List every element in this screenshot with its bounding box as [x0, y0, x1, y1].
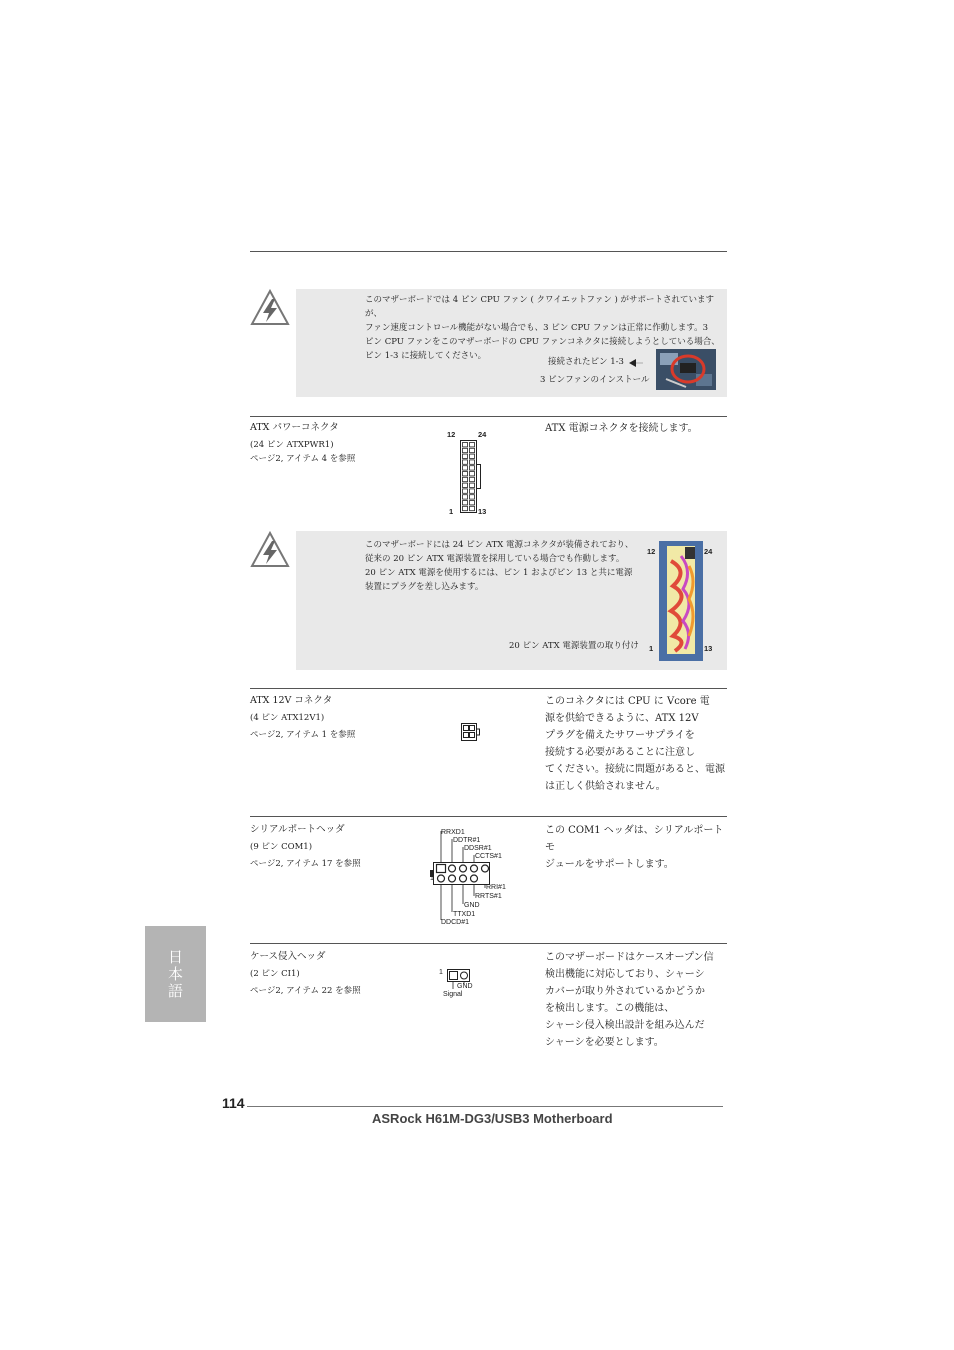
atx-24pin-connector-diagram — [458, 440, 483, 514]
serial-desc-line: ジュールをサポートします。 — [545, 859, 674, 870]
pin-label-13: 13 — [478, 507, 487, 516]
pin-label-1: 1 — [649, 644, 654, 653]
atx12v-desc-line: は正しく供給されません。 — [545, 781, 666, 792]
atx12v-description — [545, 693, 727, 795]
atx12v-4pin-connector-diagram — [460, 721, 482, 743]
atx-power-description: ATX 電源コネクタを接続します。 — [545, 423, 698, 434]
arrow-left-icon — [629, 358, 643, 368]
language-tab: 日本語 — [145, 926, 206, 1022]
pin-label-24: 24 — [478, 430, 487, 439]
connected-pins-label: 接続されたピン 1-3 — [548, 357, 624, 367]
atx12v-desc-line: このコネクタには CPU に Vcore 電 — [545, 696, 710, 707]
caution-icon — [249, 288, 291, 328]
serial-title: シリアルポートヘッダ — [250, 824, 345, 835]
chassis-desc-line: シャーシ侵入検出設計を組み込んだ — [545, 1020, 705, 1031]
atx-power-reference: ページ2, アイテム 4 を参照 — [250, 454, 356, 464]
section-rule — [250, 416, 727, 417]
com1-pin1-label: 1 — [430, 875, 434, 882]
atx12v-title: ATX 12V コネクタ — [250, 695, 333, 706]
caution2-line: このマザーボードには 24 ピン ATX 電源コネクタが装備されており、 — [365, 540, 634, 550]
fan-install-caption: 3 ピンファンのインストール — [540, 375, 650, 385]
section-rule — [250, 688, 727, 689]
page-number: 114 — [222, 1095, 245, 1111]
serial-pin-count: (9 ピン COM1) — [250, 842, 313, 852]
serial-reference: ページ2, アイテム 17 を参照 — [250, 859, 361, 869]
caution1-line: ピン CPU ファンをこのマザーボードの CPU ファンコネクタに接続しようとしている場合、 — [365, 337, 720, 347]
com1-pin-label: RRXD1 — [441, 829, 465, 836]
caution2-text — [365, 538, 645, 594]
chassis-desc-line: 検出機能に対応しており、シャーシ — [545, 969, 705, 980]
serial-desc-line: この COM1 ヘッダは、シリアルポートモ — [545, 825, 724, 853]
atx-power-pin-count: (24 ピン ATXPWR1) — [250, 440, 334, 450]
section-rule — [250, 816, 727, 817]
pin-label-12: 12 — [447, 430, 456, 439]
ci1-gnd-label: GND — [457, 983, 473, 990]
chassis-description — [545, 949, 727, 1051]
com1-pin-label: GND — [464, 902, 480, 909]
top-rule — [250, 251, 727, 252]
caution2-line: 装置にプラグを差し込みます。 — [365, 582, 484, 592]
pin-label-12: 12 — [647, 547, 656, 556]
chassis-title: ケース侵入ヘッダ — [250, 951, 326, 962]
com1-pin-label: CCTS#1 — [475, 853, 502, 860]
atx12v-desc-line: プラグを備えたサワーサプライを — [545, 730, 695, 741]
com1-pin-label: RRTS#1 — [475, 893, 502, 900]
caution2-line: 従来の 20 ピン ATX 電源装置を採用している場合でも作動します。 — [365, 554, 625, 564]
chassis-desc-line: を検出します。この機能は、 — [545, 1003, 675, 1014]
com1-pin-label: DDTR#1 — [453, 837, 481, 844]
ci1-signal-label: Signal — [443, 991, 463, 998]
atx12v-desc-line: 接続する必要があることに注意し — [545, 747, 695, 758]
section-rule — [250, 943, 727, 944]
caution-icon — [249, 530, 291, 570]
atx20-install-caption: 20 ピン ATX 電源装置の取り付け — [509, 641, 639, 651]
chassis-desc-line: このマザーボードはケースオープン信 — [545, 952, 714, 963]
caution2-line: 20 ピン ATX 電源を使用するには、ピン 1 およびピン 13 と共に電源 — [365, 568, 633, 578]
footer-title: ASRock H61M-DG3/USB3 Motherboard — [372, 1111, 613, 1126]
atx-power-title: ATX パワーコネクタ — [250, 422, 339, 433]
com1-pin-label: DDSR#1 — [464, 845, 492, 852]
chassis-desc-line: カバーが取り外されているかどうか — [545, 986, 705, 997]
chassis-pin-count: (2 ピン CI1) — [250, 969, 300, 979]
caution1-line: このマザーボードでは 4 ピン CPU ファン ( クワイエットファン ) がサポートされていますが、 — [365, 295, 715, 319]
chassis-desc-line: シャーシを必要とします。 — [545, 1037, 664, 1048]
pin-label-13: 13 — [704, 644, 713, 653]
caution1-line: ファン速度コントロール機能がない場合でも、3 ピン CPU ファンは正常に作動します。3 — [365, 323, 708, 333]
pin-label-24: 24 — [704, 547, 713, 556]
atx12v-pin-count: (4 ピン ATX12V1) — [250, 713, 325, 723]
atx20-install-photo — [659, 541, 703, 661]
serial-description — [545, 822, 727, 873]
caution1-line: ピン 1-3 に接続してください。 — [365, 351, 487, 361]
ci1-pin1-label: 1 — [439, 969, 443, 976]
pin-label-1: 1 — [449, 507, 454, 516]
atx12v-desc-line: 源を供給できるように、ATX 12V — [545, 713, 699, 724]
com1-pin-label: RRI#1 — [486, 884, 506, 891]
com1-pin-label: TTXD1 — [453, 911, 476, 918]
atx12v-desc-line: てください。接続に問題があると、電源 — [545, 764, 725, 775]
com1-pin-label: DDCD#1 — [441, 919, 470, 926]
fan-connector-photo — [656, 349, 716, 390]
footer-rule — [247, 1106, 723, 1107]
chassis-reference: ページ2, アイテム 22 を参照 — [250, 986, 361, 996]
atx12v-reference: ページ2, アイテム 1 を参照 — [250, 730, 356, 740]
